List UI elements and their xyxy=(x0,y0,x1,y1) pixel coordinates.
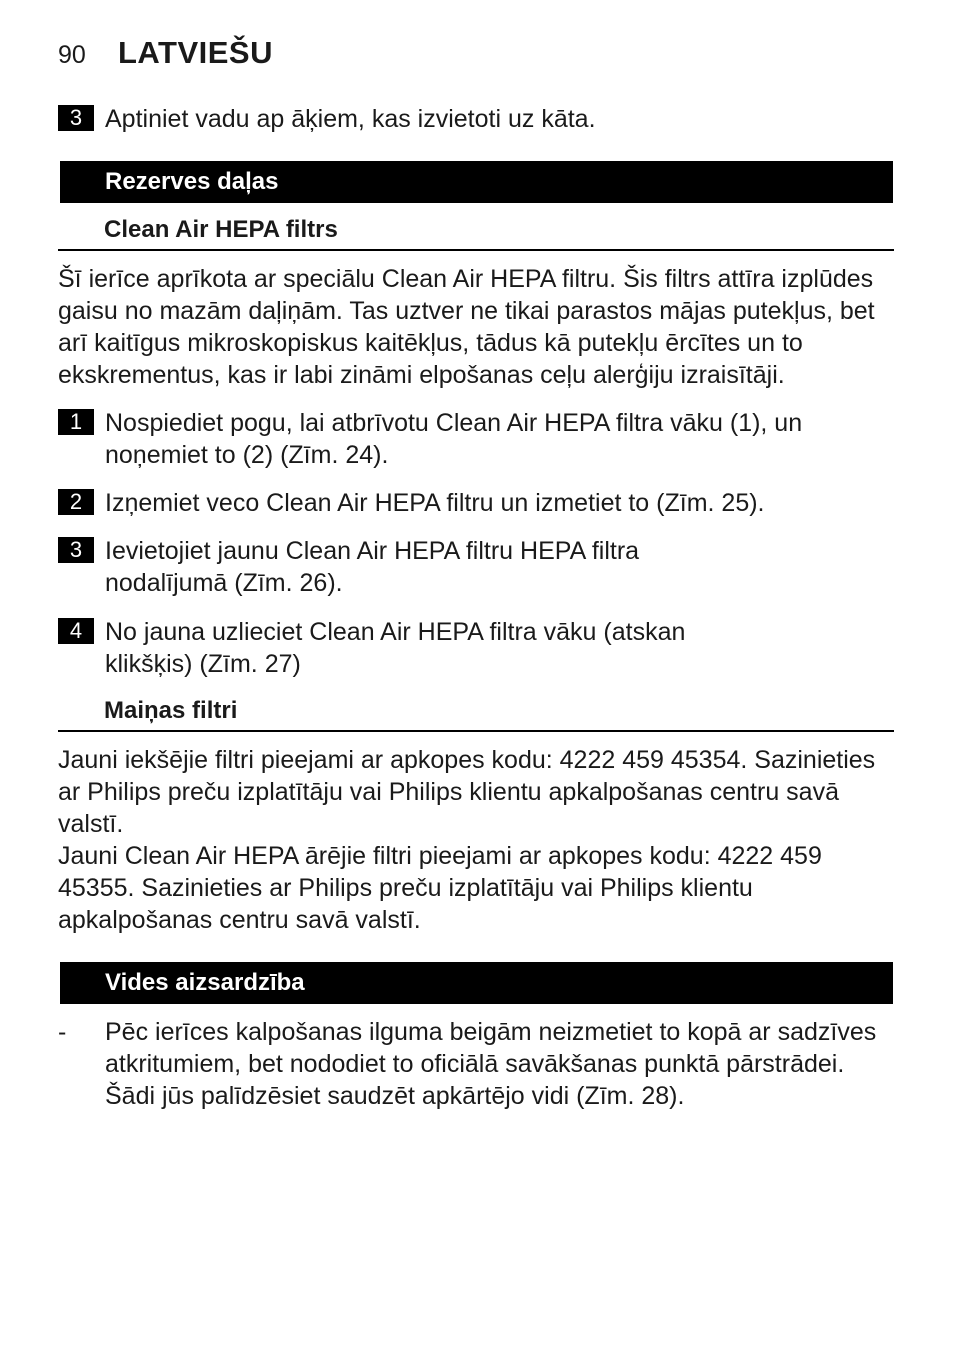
subheading-rule xyxy=(58,730,894,732)
section-title: Vides aizsardzība xyxy=(105,969,305,996)
subheading-rule xyxy=(58,249,894,251)
step-text: Izņemiet veco Clean Air HEPA filtru un izmetiet to (Zīm. 25). xyxy=(105,489,765,517)
section-bar-spare-parts xyxy=(60,161,893,203)
step-number-badge: 3 xyxy=(58,105,94,131)
step-number-badge: 3 xyxy=(58,537,94,563)
section-bar-environment xyxy=(60,962,893,1004)
step-number-badge: 1 xyxy=(58,409,94,435)
replacement-paragraph-hepa: Jauni Clean Air HEPA ārējie filtri pieejami ar apkopes kodu: 4222 459 45355. Sazinieties ar Philips preču izplatītāju vai Philips klientu apkalpošanas centru savā valstī. xyxy=(58,842,822,934)
bullet-text: Pēc ierīces kalpošanas ilguma beigām neizmetiet to kopā ar sadzīves atkritumiem, bet nododiet to oficiālā savākšanas punktā pārstrādei. Šādi jūs palīdzēsiet saudzēt apkārtējo vidi (Zīm. 28). xyxy=(105,1018,877,1110)
hepa-description-paragraph: Šī ierīce aprīkota ar speciālu Clean Air HEPA filtru. Šis filtrs attīra izplūdes gaisu no mazām daļiņām. Tas uztver ne tikai parastos mājas putekļus, bet arī kaitīgus mikroskopiskus kaitēkļus, tādus kā putekļu ērcītes un to ekskrementus, kas ir labi zināmi elpošanas ceļu alerģiju izraisītāji. xyxy=(58,265,875,389)
subheading-replacement-filters: Maiņas filtri xyxy=(104,697,238,724)
language-title: LATVIEŠU xyxy=(118,35,273,70)
step-text: Nospiediet pogu, lai atbrīvotu Clean Air HEPA filtra vāku (1), un noņemiet to (2) (Zīm. 24). xyxy=(105,409,803,469)
step-text: No jauna uzlieciet Clean Air HEPA filtra vāku (atskan klikšķis) (Zīm. 27) xyxy=(105,618,686,678)
step-number-badge: 2 xyxy=(58,489,94,515)
section-title: Rezerves daļas xyxy=(105,168,279,195)
step-number-badge: 4 xyxy=(58,618,94,644)
page-number: 90 xyxy=(58,41,86,69)
step-text: Ievietojiet jaunu Clean Air HEPA filtru HEPA filtra nodalījumā (Zīm. 26). xyxy=(105,537,640,597)
step-text: Aptiniet vadu ap āķiem, kas izvietoti uz kāta. xyxy=(105,105,596,133)
subheading-hepa-filter: Clean Air HEPA filtrs xyxy=(104,216,338,243)
replacement-paragraph-inner: Jauni iekšējie filtri pieejami ar apkopes kodu: 4222 459 45354. Sazinieties ar Philips preču izplatītāju vai Philips klientu apkalpošanas centru savā valstī. xyxy=(58,746,876,838)
bullet-dash: - xyxy=(58,1018,67,1046)
